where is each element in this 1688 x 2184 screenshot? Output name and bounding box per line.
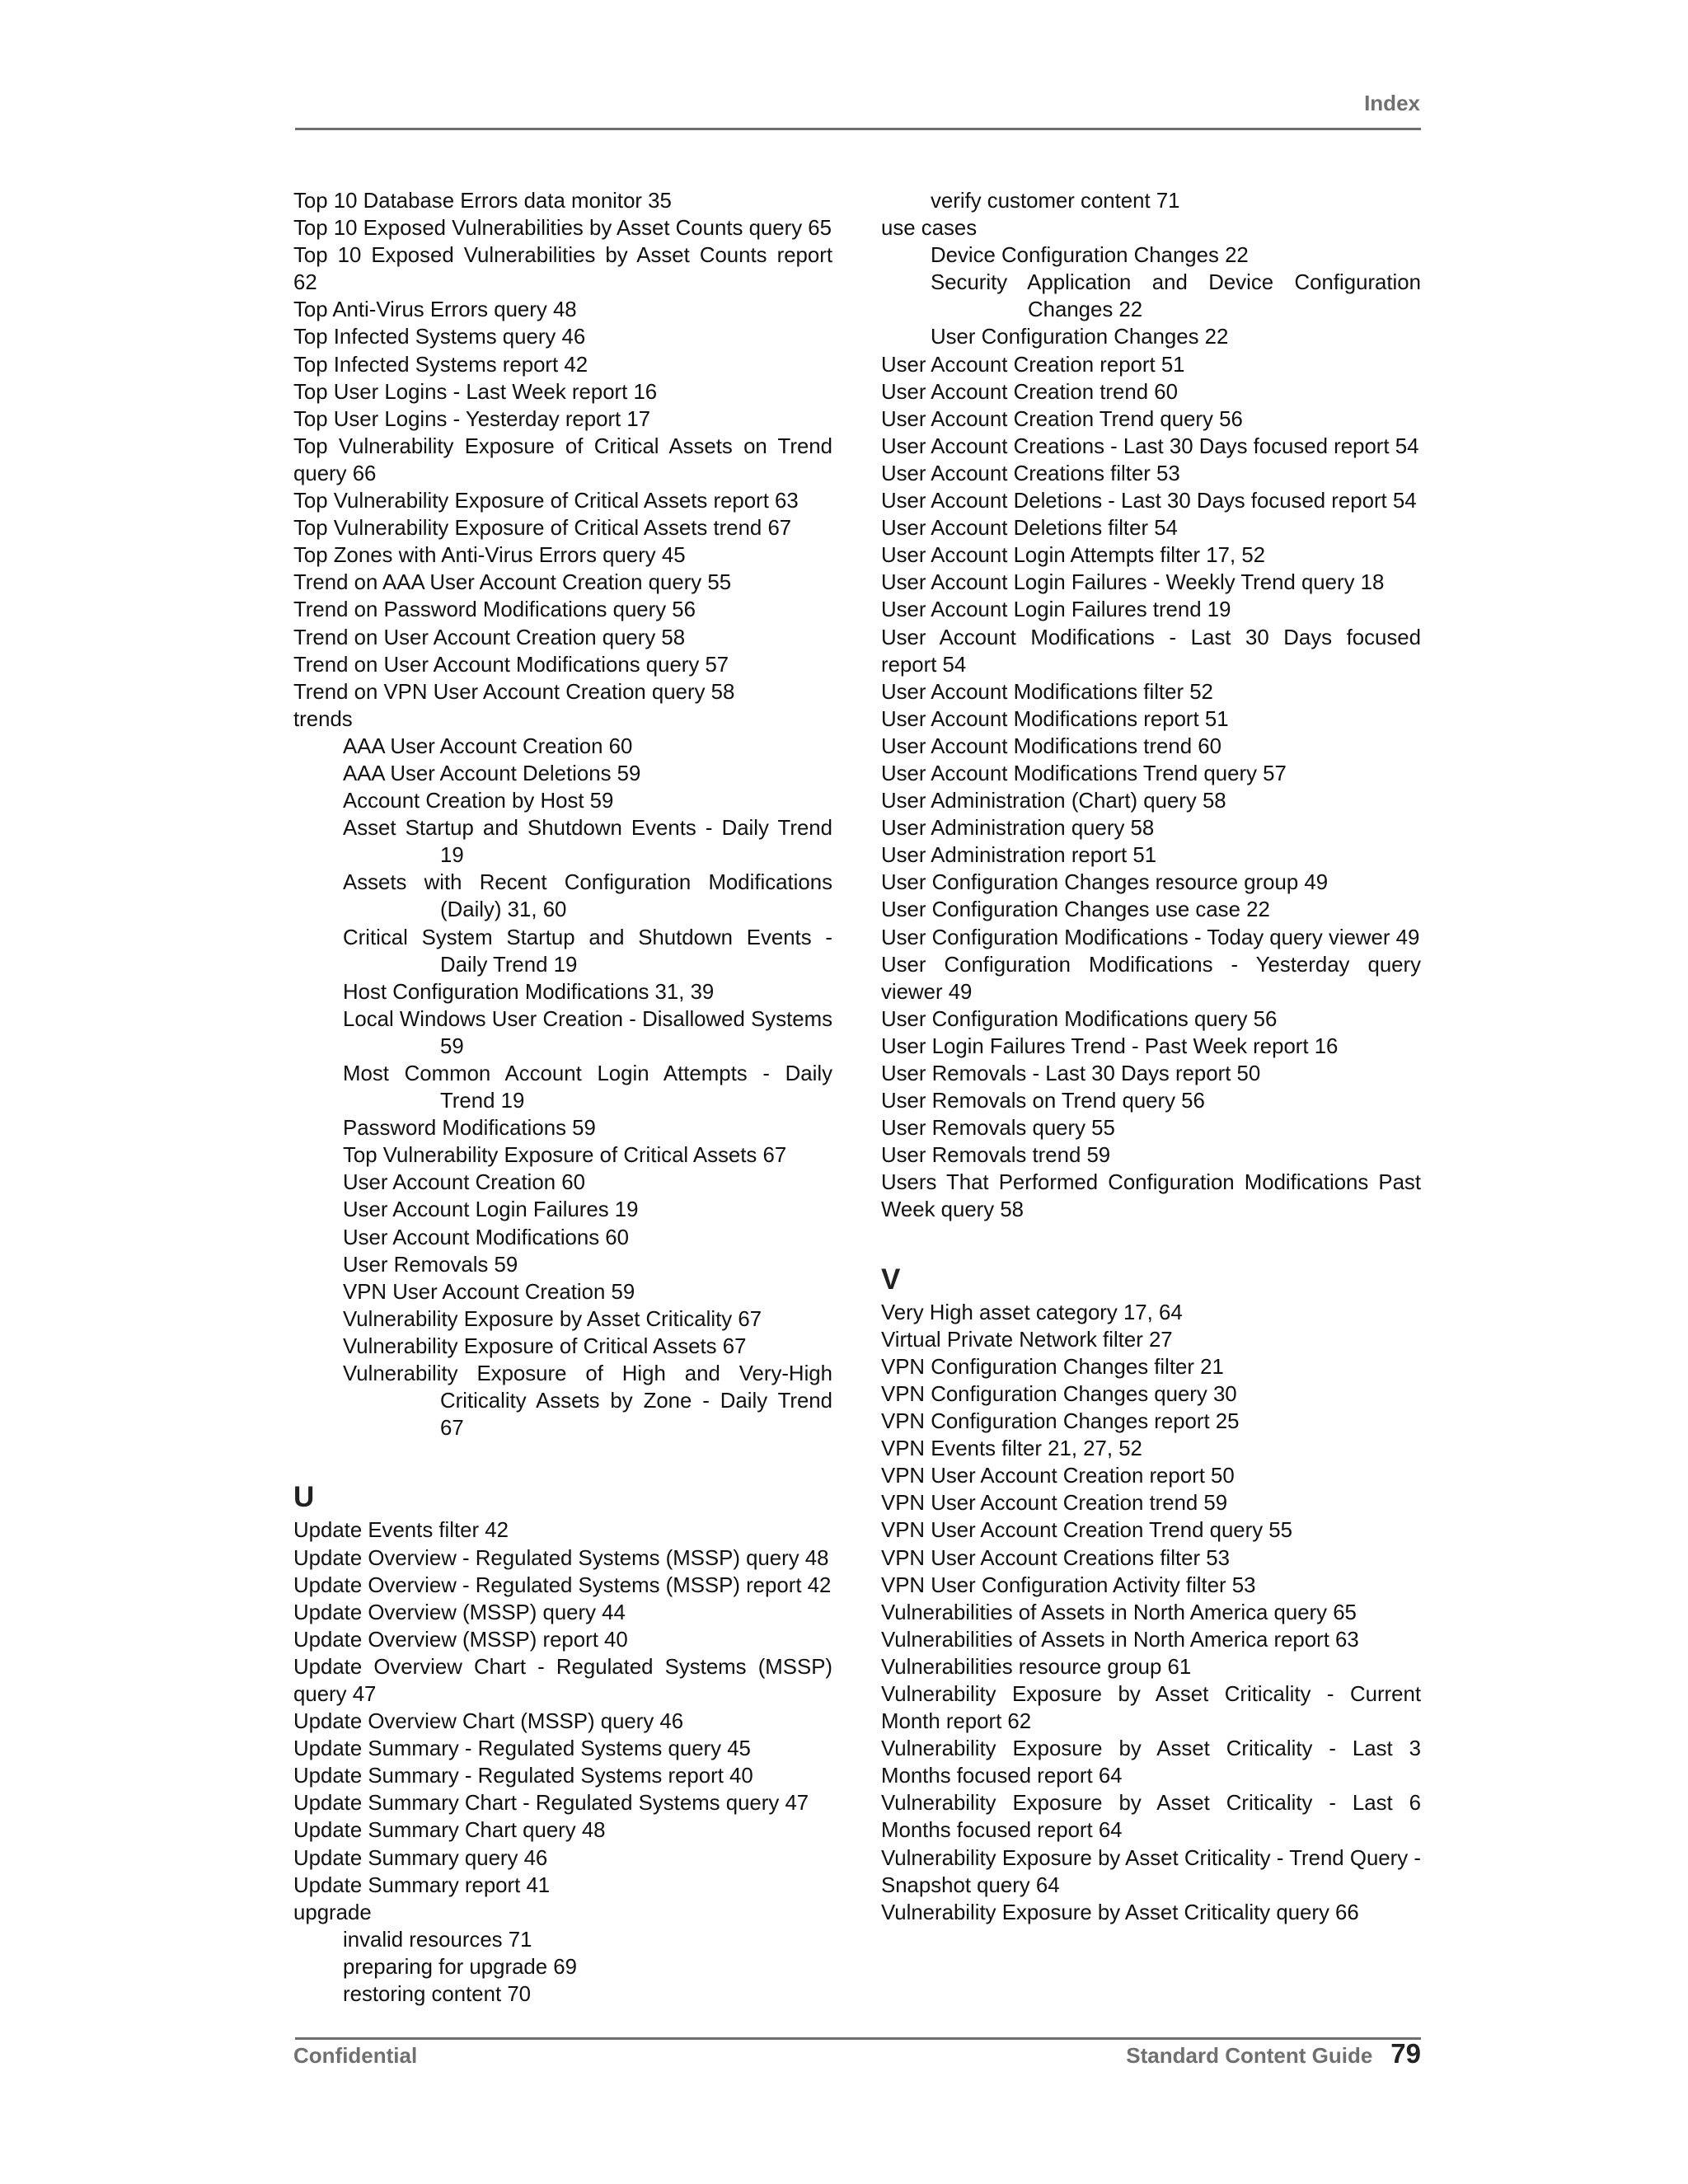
index-entry: Virtual Private Network filter 27	[881, 1328, 1173, 1352]
index-subentry: Most Common Account Login Attempts - Daily Trend 19	[343, 1062, 832, 1113]
index-entry: Top 10 Database Errors data monitor 35	[293, 190, 672, 213]
index-entry: Very High asset category 17, 64	[881, 1301, 1183, 1324]
index-entry: Update Overview - Regulated Systems (MSSP) query 48	[293, 1546, 829, 1570]
index-entry: User Removals trend 59	[881, 1144, 1111, 1168]
index-subentry: preparing for upgrade 69	[343, 1955, 577, 1979]
index-entry: Vulnerability Exposure by Asset Criticality query 66	[881, 1900, 1359, 1924]
index-entry: trends	[293, 707, 353, 731]
index-subentry: Host Configuration Modifications 31, 39	[343, 980, 715, 1004]
index-entry: User Account Login Failures - Weekly Trend query 18	[881, 571, 1385, 595]
index-entry: User Configuration Changes resource group 49	[881, 871, 1329, 895]
index-entry: User Account Creation Trend query 56	[881, 407, 1243, 431]
index-entry: Top Anti-Virus Errors query 48	[293, 298, 577, 322]
index-entry: User Configuration Modifications - Yesterday query viewer 49	[881, 953, 1421, 1004]
index-subentry: Device Configuration Changes 22	[931, 244, 1249, 268]
index-entry: Vulnerabilities of Assets in North America query 65	[881, 1601, 1357, 1624]
footer-doc-title: Standard Content Guide	[1126, 2043, 1373, 2068]
index-entry: Trend on AAA User Account Creation query 55	[293, 571, 732, 595]
index-entry: VPN User Account Creation trend 59	[881, 1492, 1228, 1516]
index-entry: User Removals query 55	[881, 1117, 1115, 1141]
index-subentry: Account Creation by Host 59	[343, 790, 614, 813]
index-entry: User Removals on Trend query 56	[881, 1090, 1205, 1113]
index-entry: Top User Logins - Yesterday report 17	[293, 407, 651, 431]
index-entry: Top Vulnerability Exposure of Critical Assets on Trend query 66	[293, 434, 832, 485]
index-entry: Users That Performed Configuration Modifications Past Week query 58	[881, 1171, 1421, 1222]
index-entry: Top Vulnerability Exposure of Critical Assets report 63	[293, 490, 799, 513]
footer-doc-info	[1126, 2038, 1421, 2069]
index-entry: VPN Configuration Changes report 25	[881, 1410, 1240, 1434]
index-subentry: VPN User Account Creation 59	[343, 1280, 635, 1304]
index-entry: User Account Modifications trend 60	[881, 734, 1221, 758]
index-subentry: AAA User Account Deletions 59	[343, 762, 641, 785]
index-entry: Update Overview (MSSP) report 40	[293, 1628, 628, 1652]
index-entry: Top User Logins - Last Week report 16	[293, 380, 658, 404]
index-entry: VPN Configuration Changes filter 21	[881, 1355, 1224, 1379]
index-entry: upgrade	[293, 1900, 372, 1924]
index-entry: User Administration (Chart) query 58	[881, 790, 1226, 813]
page-number: 79	[1390, 2038, 1421, 2069]
index-entry: Top Vulnerability Exposure of Critical Assets trend 67	[293, 517, 792, 541]
index-column-left	[293, 188, 832, 2008]
index-subentry: Security Application and Device Configuration Changes 22	[931, 271, 1421, 322]
index-entry: Vulnerability Exposure by Asset Criticality - Trend Query - Snapshot query 64	[881, 1846, 1421, 1897]
index-subentry: Vulnerability Exposure of Critical Assets 67	[343, 1334, 747, 1358]
index-entry: VPN User Account Creation report 50	[881, 1465, 1235, 1488]
index-entry: Update Summary Chart - Regulated Systems query 47	[293, 1792, 809, 1816]
index-entry: VPN User Configuration Activity filter 53	[881, 1573, 1256, 1597]
index-subentry: User Account Login Failures 19	[343, 1198, 639, 1222]
index-entry: Trend on User Account Modifications query 57	[293, 653, 729, 677]
index-entry: Update Events filter 42	[293, 1519, 509, 1543]
index-entry: Vulnerabilities resource group 61	[881, 1655, 1192, 1679]
index-subentry: Assets with Recent Configuration Modifications (Daily) 31, 60	[343, 871, 832, 922]
index-entry: Trend on Password Modifications query 56	[293, 598, 696, 622]
index-entry: VPN Events filter 21, 27, 52	[881, 1437, 1142, 1461]
index-entry: Vulnerability Exposure by Asset Criticality - Last 3 Months focused report 64	[881, 1737, 1421, 1788]
index-letter-heading: V	[881, 1263, 901, 1296]
index-entry: User Account Deletions filter 54	[881, 517, 1178, 541]
index-entry: Update Summary query 46	[293, 1846, 548, 1870]
index-entry: User Account Creation trend 60	[881, 380, 1178, 404]
index-subentry: Top Vulnerability Exposure of Critical Assets 67	[343, 1144, 787, 1168]
running-header: Index	[1364, 91, 1420, 115]
index-entry: User Removals - Last 30 Days report 50	[881, 1062, 1261, 1085]
index-entry: Update Summary - Regulated Systems query 45	[293, 1737, 751, 1761]
index-entry: VPN Configuration Changes query 30	[881, 1382, 1237, 1406]
index-entry: User Administration query 58	[881, 817, 1155, 841]
index-entry: Update Summary - Regulated Systems report 40	[293, 1765, 753, 1788]
footer-confidential: Confidential	[293, 2043, 418, 2068]
index-subentry: invalid resources 71	[343, 1928, 532, 1952]
index-subentry: User Account Creation 60	[343, 1171, 585, 1195]
index-subentry: User Account Modifications 60	[343, 1226, 629, 1249]
index-entry: User Account Modifications report 51	[881, 707, 1229, 731]
index-entry: User Configuration Changes use case 22	[881, 898, 1270, 922]
index-entry: User Configuration Modifications query 56	[881, 1007, 1278, 1031]
index-entry: Top Infected Systems query 46	[293, 326, 586, 349]
index-entry: User Administration report 51	[881, 844, 1157, 868]
index-entry: User Account Login Attempts filter 17, 52	[881, 544, 1266, 568]
index-subentry: Critical System Startup and Shutdown Events - Daily Trend 19	[343, 926, 832, 977]
index-entry: User Account Creations filter 53	[881, 462, 1180, 485]
index-entry: User Account Modifications - Last 30 Days focused report 54	[881, 626, 1421, 677]
index-column-right	[881, 188, 1421, 1927]
index-entry: VPN User Account Creations filter 53	[881, 1546, 1230, 1570]
index-entry: Update Overview Chart - Regulated Systems (MSSP) query 47	[293, 1655, 832, 1706]
index-entry: Vulnerabilities of Assets in North America report 63	[881, 1628, 1359, 1652]
index-subentry: restoring content 70	[343, 1983, 532, 2006]
index-entry: Update Overview - Regulated Systems (MSSP) report 42	[293, 1573, 832, 1597]
index-entry: Vulnerability Exposure by Asset Criticality - Current Month report 62	[881, 1682, 1421, 1734]
index-letter-heading: U	[293, 1481, 315, 1514]
index-subentry: AAA User Account Creation 60	[343, 734, 633, 758]
index-subentry: Vulnerability Exposure of High and Very-High Criticality Assets by Zone - Daily Trend 67	[343, 1362, 832, 1441]
index-subentry: Password Modifications 59	[343, 1117, 596, 1141]
index-entry: use cases	[881, 217, 978, 241]
index-subentry: Local Windows User Creation - Disallowed Systems 59	[343, 1007, 832, 1058]
index-entry: VPN User Account Creation Trend query 55	[881, 1519, 1292, 1543]
index-entry: Top 10 Exposed Vulnerabilities by Asset Counts report 62	[293, 244, 832, 295]
index-entry: Update Overview Chart (MSSP) query 46	[293, 1710, 684, 1734]
index-subentry: User Removals 59	[343, 1253, 518, 1277]
index-entry: Vulnerability Exposure by Asset Criticality - Last 6 Months focused report 64	[881, 1792, 1421, 1843]
index-entry: Update Summary Chart query 48	[293, 1819, 606, 1843]
index-entry: User Account Creations - Last 30 Days focused report 54	[881, 434, 1419, 458]
index-entry: Top 10 Exposed Vulnerabilities by Asset Counts query 65	[293, 217, 832, 241]
index-subentry: User Configuration Changes 22	[931, 326, 1229, 349]
index-entry: Trend on User Account Creation query 58	[293, 626, 686, 649]
index-entry: Trend on VPN User Account Creation query 58	[293, 680, 735, 704]
index-entry: User Account Modifications Trend query 57	[881, 762, 1287, 785]
index-entry: User Account Login Failures trend 19	[881, 598, 1231, 622]
index-entry: User Account Modifications filter 52	[881, 680, 1213, 704]
index-subentry: verify customer content 71	[931, 190, 1180, 213]
index-entry: Update Overview (MSSP) query 44	[293, 1601, 626, 1624]
index-entry: User Account Creation report 51	[881, 353, 1185, 377]
index-entry: Update Summary report 41	[293, 1873, 551, 1897]
header-rule	[295, 128, 1421, 130]
index-entry: User Login Failures Trend - Past Week report 16	[881, 1034, 1339, 1058]
index-entry: Top Zones with Anti-Virus Errors query 45	[293, 544, 686, 568]
index-entry: Top Infected Systems report 42	[293, 353, 588, 377]
index-subentry: Asset Startup and Shutdown Events - Daily Trend 19	[343, 817, 832, 868]
index-entry: User Configuration Modifications - Today query viewer 49	[881, 926, 1420, 949]
index-subentry: Vulnerability Exposure by Asset Criticality 67	[343, 1307, 762, 1331]
index-entry: User Account Deletions - Last 30 Days focused report 54	[881, 490, 1417, 513]
